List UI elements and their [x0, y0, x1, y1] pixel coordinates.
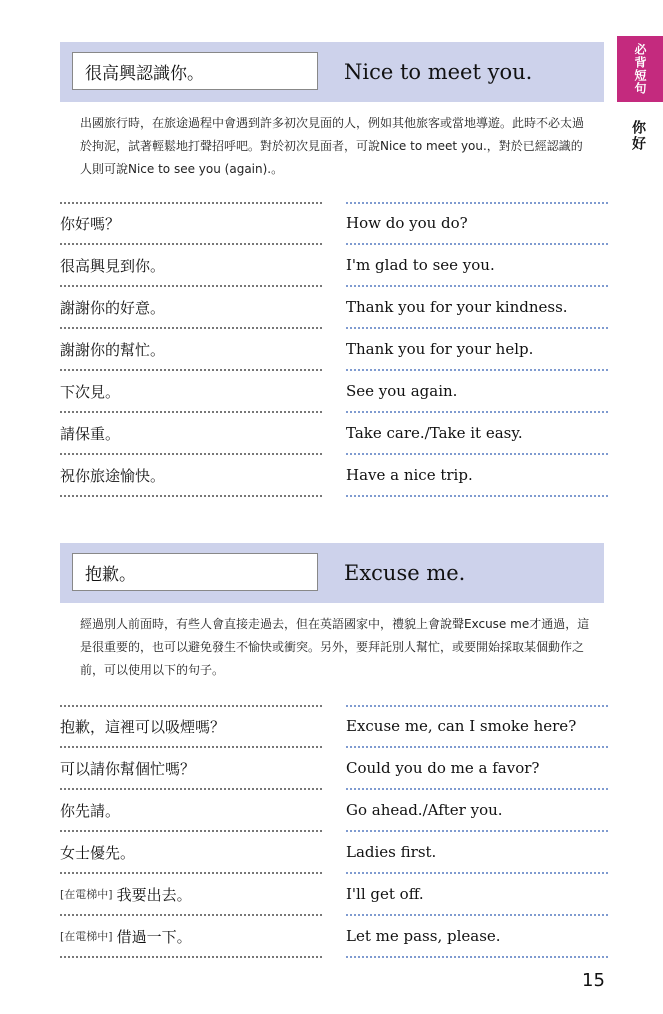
divider — [346, 956, 608, 958]
phrase-table — [60, 705, 604, 957]
chapter-tab — [617, 36, 663, 102]
phrase-zh-text: 謝謝你的好意。 — [60, 298, 166, 317]
phrase-zh — [60, 873, 322, 915]
phrase-en: I'm glad to see you. — [346, 256, 495, 274]
phrase-zh — [60, 789, 322, 831]
phrase-zh — [60, 244, 322, 286]
divider — [60, 495, 322, 497]
phrase-en: Excuse me, can I smoke here? — [346, 717, 577, 735]
context-tag: [在電梯中] — [60, 888, 113, 901]
phrase-en: See you again. — [346, 382, 458, 400]
section-title-zh: 很高興認識你。 — [72, 52, 318, 90]
phrase-zh — [60, 328, 322, 370]
phrase-zh-text: 我要出去。 — [116, 885, 192, 904]
section-description: 出國旅行時，在旅途過程中會遇到許多初次見面的人，例如其他旅客或當地導遊。此時不必太過於拘泥，試著輕鬆地打聲招呼吧。對於初次見面者，可說Nice to meet you.，對於已經認識的人則可說Nice to see you (again).。 — [80, 116, 585, 176]
phrase-row — [60, 412, 604, 454]
phrase-zh-text: 很高興見到你。 — [60, 256, 166, 275]
phrase-zh-text: 祝你旅途愉快。 — [60, 466, 166, 485]
phrase-zh — [60, 202, 322, 244]
phrase-zh-text: 你先請。 — [60, 801, 121, 820]
phrase-row — [60, 831, 604, 873]
divider — [346, 495, 608, 497]
phrase-en: Let me pass, please. — [346, 927, 501, 945]
phrase-row — [60, 202, 604, 244]
phrase-row — [60, 789, 604, 831]
section-header — [60, 42, 604, 102]
phrase-zh-text: 借過一下。 — [116, 927, 192, 946]
phrase-zh — [60, 705, 322, 747]
phrase-row — [60, 454, 604, 496]
phrase-zh — [60, 747, 322, 789]
section-title-en: Excuse me. — [344, 561, 466, 585]
phrase-zh-text: 你好嗎？ — [60, 214, 121, 233]
phrase-en: Take care./Take it easy. — [346, 424, 523, 442]
phrase-table — [60, 202, 604, 496]
context-tag: [在電梯中] — [60, 930, 113, 943]
phrase-zh — [60, 831, 322, 873]
section-description: 經過別人前面時，有些人會直接走過去，但在英語國家中，禮貌上會說聲Excuse me才通過，這是很重要的，也可以避免發生不愉快或衝突。另外，要拜託別人幫忙，或要開始採取某個動作之前，可以使用以下的句子。 — [80, 617, 590, 677]
section-title-zh: 抱歉。 — [72, 553, 318, 591]
phrase-zh-text: 女士優先。 — [60, 843, 136, 862]
phrase-en: How do you do? — [346, 214, 468, 232]
phrase-row — [60, 370, 604, 412]
phrase-row — [60, 747, 604, 789]
phrase-row — [60, 705, 604, 747]
phrase-en: Go ahead./After you. — [346, 801, 503, 819]
phrase-en: Could you do me a favor? — [346, 759, 540, 777]
chapter-subtitle: 你好 — [630, 120, 646, 152]
page-number: 15 — [582, 970, 605, 991]
phrase-zh — [60, 915, 322, 957]
section-title-en: Nice to meet you. — [344, 60, 533, 84]
phrase-row — [60, 328, 604, 370]
section-header — [60, 543, 604, 603]
chapter-tab-title: 必背短句 — [633, 43, 647, 95]
phrase-en: Ladies first. — [346, 843, 437, 861]
phrase-zh — [60, 286, 322, 328]
phrase-row — [60, 915, 604, 957]
phrase-zh — [60, 412, 322, 454]
phrase-en: Thank you for your kindness. — [346, 298, 568, 316]
phrase-row — [60, 286, 604, 328]
phrase-row — [60, 873, 604, 915]
phrase-zh — [60, 370, 322, 412]
phrase-zh-text: 下次見。 — [60, 382, 121, 401]
phrase-zh-text: 請保重。 — [60, 424, 121, 443]
phrase-zh-text: 抱歉，這裡可以吸煙嗎？ — [60, 717, 226, 736]
phrase-en: Thank you for your help. — [346, 340, 534, 358]
divider — [60, 956, 322, 958]
phrase-zh-text: 謝謝你的幫忙。 — [60, 340, 166, 359]
phrase-row — [60, 244, 604, 286]
phrase-en: Have a nice trip. — [346, 466, 473, 484]
phrase-zh-text: 可以請你幫個忙嗎？ — [60, 759, 196, 778]
phrase-zh — [60, 454, 322, 496]
phrase-en: I'll get off. — [346, 885, 424, 903]
